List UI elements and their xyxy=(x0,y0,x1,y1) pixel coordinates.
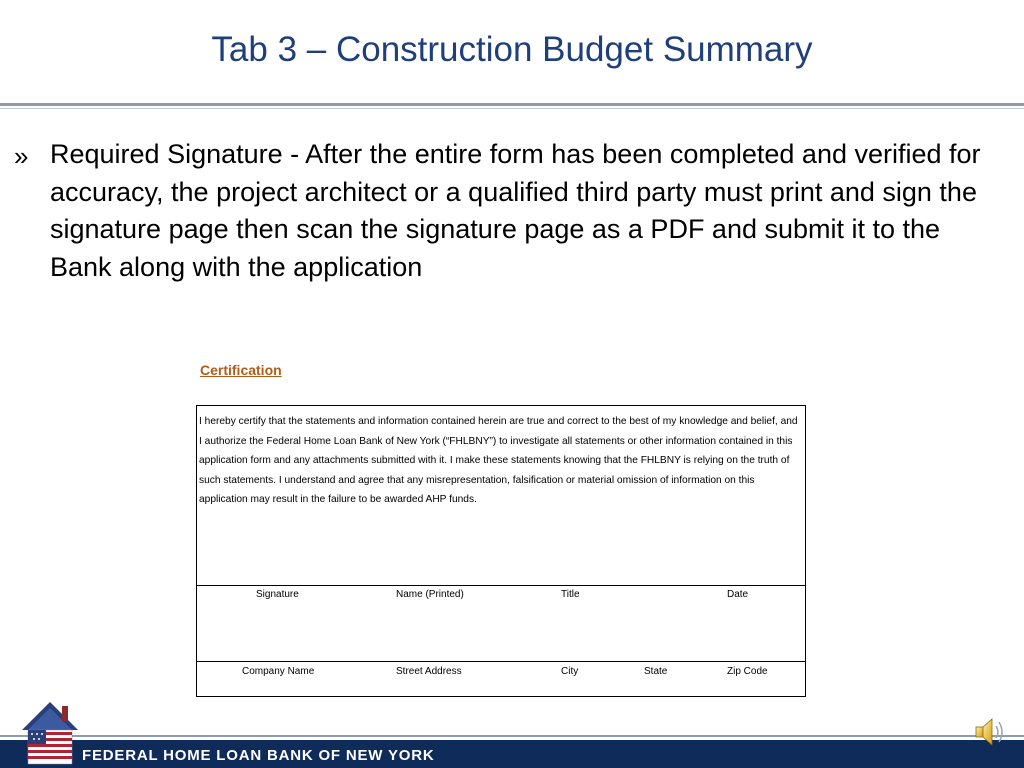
header-divider xyxy=(0,103,1024,106)
title-label: Title xyxy=(561,589,580,600)
footer-divider xyxy=(0,735,1024,737)
street-address-label: Street Address xyxy=(396,666,462,677)
certification-statement: I hereby certify that the statements and information contained herein are true and correct to the best of my knowledge and belief, and I authorize the Federal Home Loan Bank of New York (“FHLBNY”) to investigate all statements or other information contained in this application form and any attachments submitted with it. I make these statements knowing that the FHLBNY is relying on the truth of such statements. I understand and agree that any misrepresentation, falsification or material omission of information on this application may result in the failure to be awarded AHP funds. xyxy=(199,416,798,505)
signature-label: Signature xyxy=(256,589,299,600)
bullet-text: Required Signature - After the entire form has been completed and verified for accuracy, the project architect or a qualified third party must print and sign the signature page then scan the signature page as a PDF and submit it to the Bank along with the application xyxy=(50,139,981,282)
city-label: City xyxy=(561,666,579,677)
bullet-marker: » xyxy=(14,141,29,171)
name-printed-label: Name (Printed) xyxy=(396,589,464,600)
footer-bank-name: FEDERAL HOME LOAN BANK OF NEW YORK xyxy=(82,747,435,764)
state-label: State xyxy=(644,666,668,677)
certification-divider xyxy=(197,585,805,586)
certification-box xyxy=(196,405,806,697)
company-name-label: Company Name xyxy=(242,666,315,677)
zip-code-label: Zip Code xyxy=(727,666,768,677)
signature-row-divider xyxy=(197,661,805,662)
certification-heading: Certification xyxy=(200,362,282,378)
speaker-icon[interactable] xyxy=(972,714,1006,750)
header-divider-thin xyxy=(0,108,1024,109)
slide-title: Tab 3 – Construction Budget Summary xyxy=(211,30,813,69)
date-label: Date xyxy=(727,589,749,600)
fhlbny-logo-icon xyxy=(18,698,82,766)
